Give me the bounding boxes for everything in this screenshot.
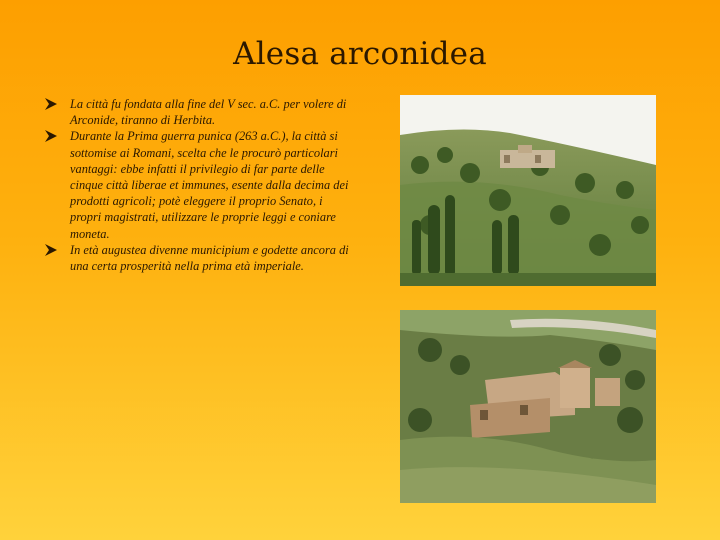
latin-term: liberae et immunes xyxy=(131,178,226,193)
bullet-text: In età augustea divenne municipium e godette ancora di una certa prosperità nella prima età imperiale. xyxy=(70,242,349,274)
bullet-text: La città fu fondata alla fine del V sec. a.C. per volere di Arconide, tiranno di Herbita. xyxy=(70,97,347,128)
latin-term: municipium xyxy=(191,242,250,257)
arrow-bullet-icon xyxy=(44,97,58,111)
arrow-bullet-icon xyxy=(44,243,58,257)
bullet-item xyxy=(44,242,356,274)
slide-title: Alesa arconidea xyxy=(233,36,487,72)
bullet-item xyxy=(44,96,356,128)
bullet-list xyxy=(44,96,356,274)
bullet-item xyxy=(44,128,356,241)
hillside-olive-grove-photo xyxy=(400,95,656,286)
arrow-bullet-icon xyxy=(44,129,58,143)
bullet-text: Durante la Prima guerra punica (263 a.C.), la città si sottomise ai Romani, scelta che le procurò particolari vantaggi: ebbe infatti il privilegio di far parte delle cinque città liberae et immunes, esente dalla decima dei prodotti agricoli; potè eleggere il proprio Senato, i propri magistrati, utilizzare le proprie leggi e coniare moneta. xyxy=(70,129,349,241)
stone-church-ruins-photo xyxy=(400,310,656,503)
